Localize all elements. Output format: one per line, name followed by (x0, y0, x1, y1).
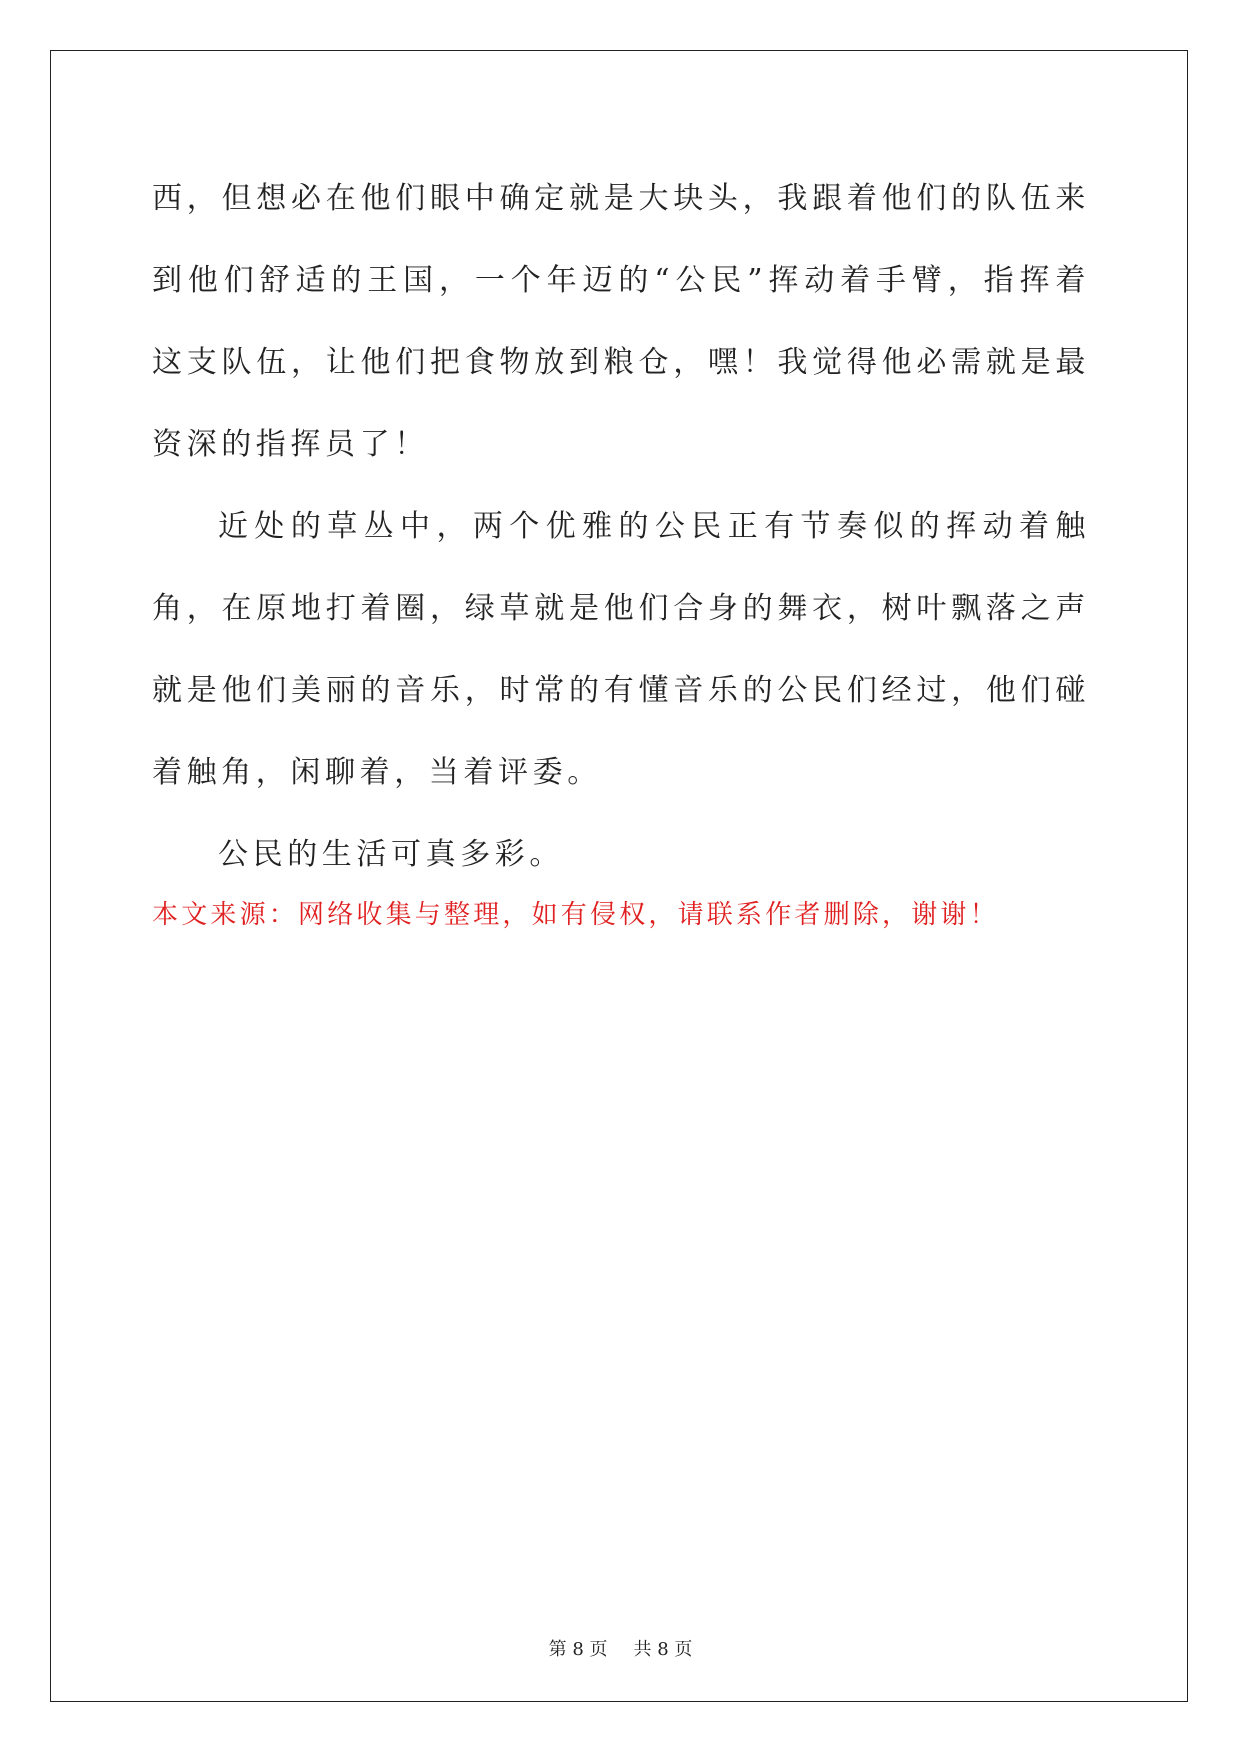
page-footer (0, 1635, 1241, 1661)
paragraph-closing: 公民的生活可真多彩。 (218, 837, 564, 872)
paragraph-grass-dance: 近处的草丛中，两个优雅的公民正有节奏似的挥动着触角，在原地打着圈，绿草就是他们合身的舞衣，树叶飘落之声就是他们美丽的音乐，时常的有懂音乐的公民们经过，他们碰着触角，闲聊着，当着评委。 (152, 509, 1090, 790)
page-number: 第 8 页 (548, 1639, 608, 1660)
paragraph-continuation: 西，但想必在他们眼中确定就是大块头，我跟着他们的队伍来到他们舒适的王国，一个年迈的“公民”挥动着手臂，指挥着这支队伍，让他们把食物放到粮仓，嘿！我觉得他必需就是最资深的指挥员了！ (152, 181, 1090, 462)
source-note: 本文来源：网络收集与整理，如有侵权，请联系作者删除，谢谢！ (152, 900, 999, 930)
document-body (152, 158, 1090, 896)
page-total: 共 8 页 (633, 1639, 693, 1660)
